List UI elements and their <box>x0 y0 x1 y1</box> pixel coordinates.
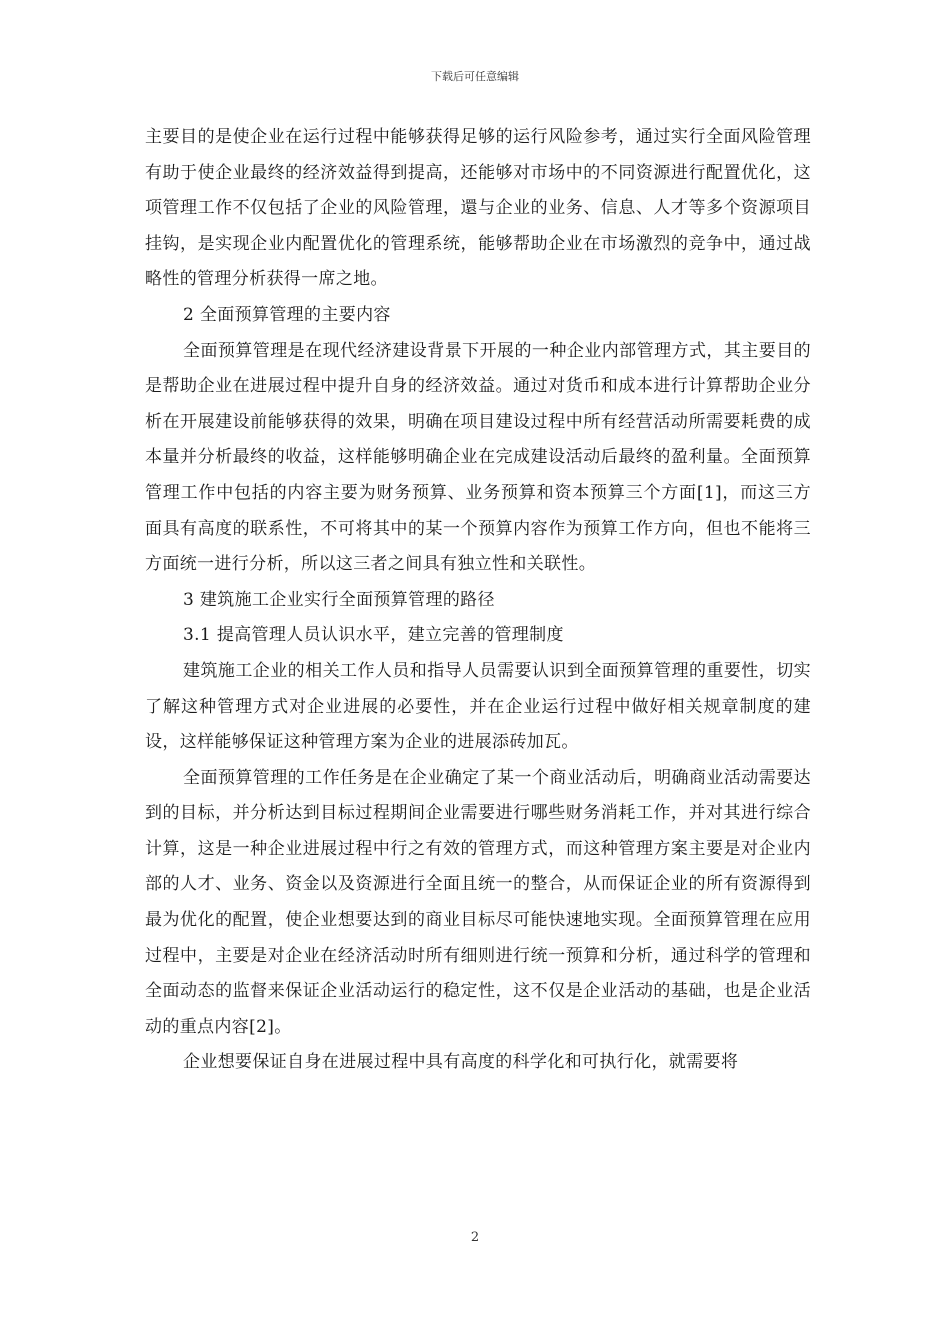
subsection-heading: 3.1 提高管理人员认识水平，建立完善的管理制度 <box>183 625 564 646</box>
body-paragraph: 建筑施工企业的相关工作人员和指导人员需要认识到全面预算管理的重要性，切实了解这种管理方式对企业进展的必要性，并在企业运行过程中做好相关规章制度的建设，这样能够保证这种管理方案为企业的进展添砖加瓦。 <box>145 660 811 753</box>
page-number: 2 <box>470 1230 480 1245</box>
section-heading: 3 建筑施工企业实行全面预算管理的路径 <box>183 589 495 610</box>
page-header: 下载后可任意编辑 <box>431 70 519 83</box>
body-paragraph: 全面预算管理的工作任务是在企业确定了某一个商业活动后，明确商业活动需要达到的目标，并分析达到目标过程期间企业需要进行哪些财务消耗工作，并对其进行综合计算，这是一种企业进展过程中行之有效的管理方式，而这种管理方案主要是对企业内部的人才、业务、资金以及资源进行全面且统一的整合，从而保证企业的所有资源得到最为优化的配置，使企业想要达到的商业目标尽可能快速地实现。全面预算管理在应用过程中，主要是对企业在经济活动时所有细则进行统一预算和分析，通过科学的管理和全面动态的监督来保证企业活动运行的稳定性，这不仅是企业活动的基础，也是企业活动的重点内容[2]。 <box>145 767 811 1037</box>
section-heading: 2 全面预算管理的主要内容 <box>183 304 391 325</box>
body-paragraph: 全面预算管理是在现代经济建设背景下开展的一种企业内部管理方式，其主要目的是帮助企业在进展过程中提升自身的经济效益。通过对货币和成本进行计算帮助企业分析在开展建设前能够获得的效果，明确在项目建设过程中所有经营活动所需要耗费的成本量并分析最终的收益，这样能够明确企业在完成建设活动后最终的盈利量。全面预算管理工作中包括的内容主要为财务预算、业务预算和资本预算三个方面[1]，而这三方面具有高度的联系性，不可将其中的某一个预算内容作为预算工作方向，但也不能将三方面统一进行分析，所以这三者之间具有独立性和关联性。 <box>145 340 811 575</box>
body-paragraph: 主要目的是使企业在运行过程中能够获得足够的运行风险参考，通过实行全面风险管理有助于使企业最终的经济效益得到提高，还能够对市场中的不同资源进行配置优化，这项管理工作不仅包括了企业的风险管理，還与企业的业务、信息、人才等多个资源项目挂钩，是实现企业内配置优化的管理系统，能够帮助企业在市场激烈的竞争中，通过战略性的管理分析获得一席之地。 <box>145 127 811 290</box>
body-paragraph: 企业想要保证自身在进展过程中具有高度的科学化和可执行化，就需要将 <box>183 1052 739 1073</box>
document-body <box>145 120 811 1081</box>
